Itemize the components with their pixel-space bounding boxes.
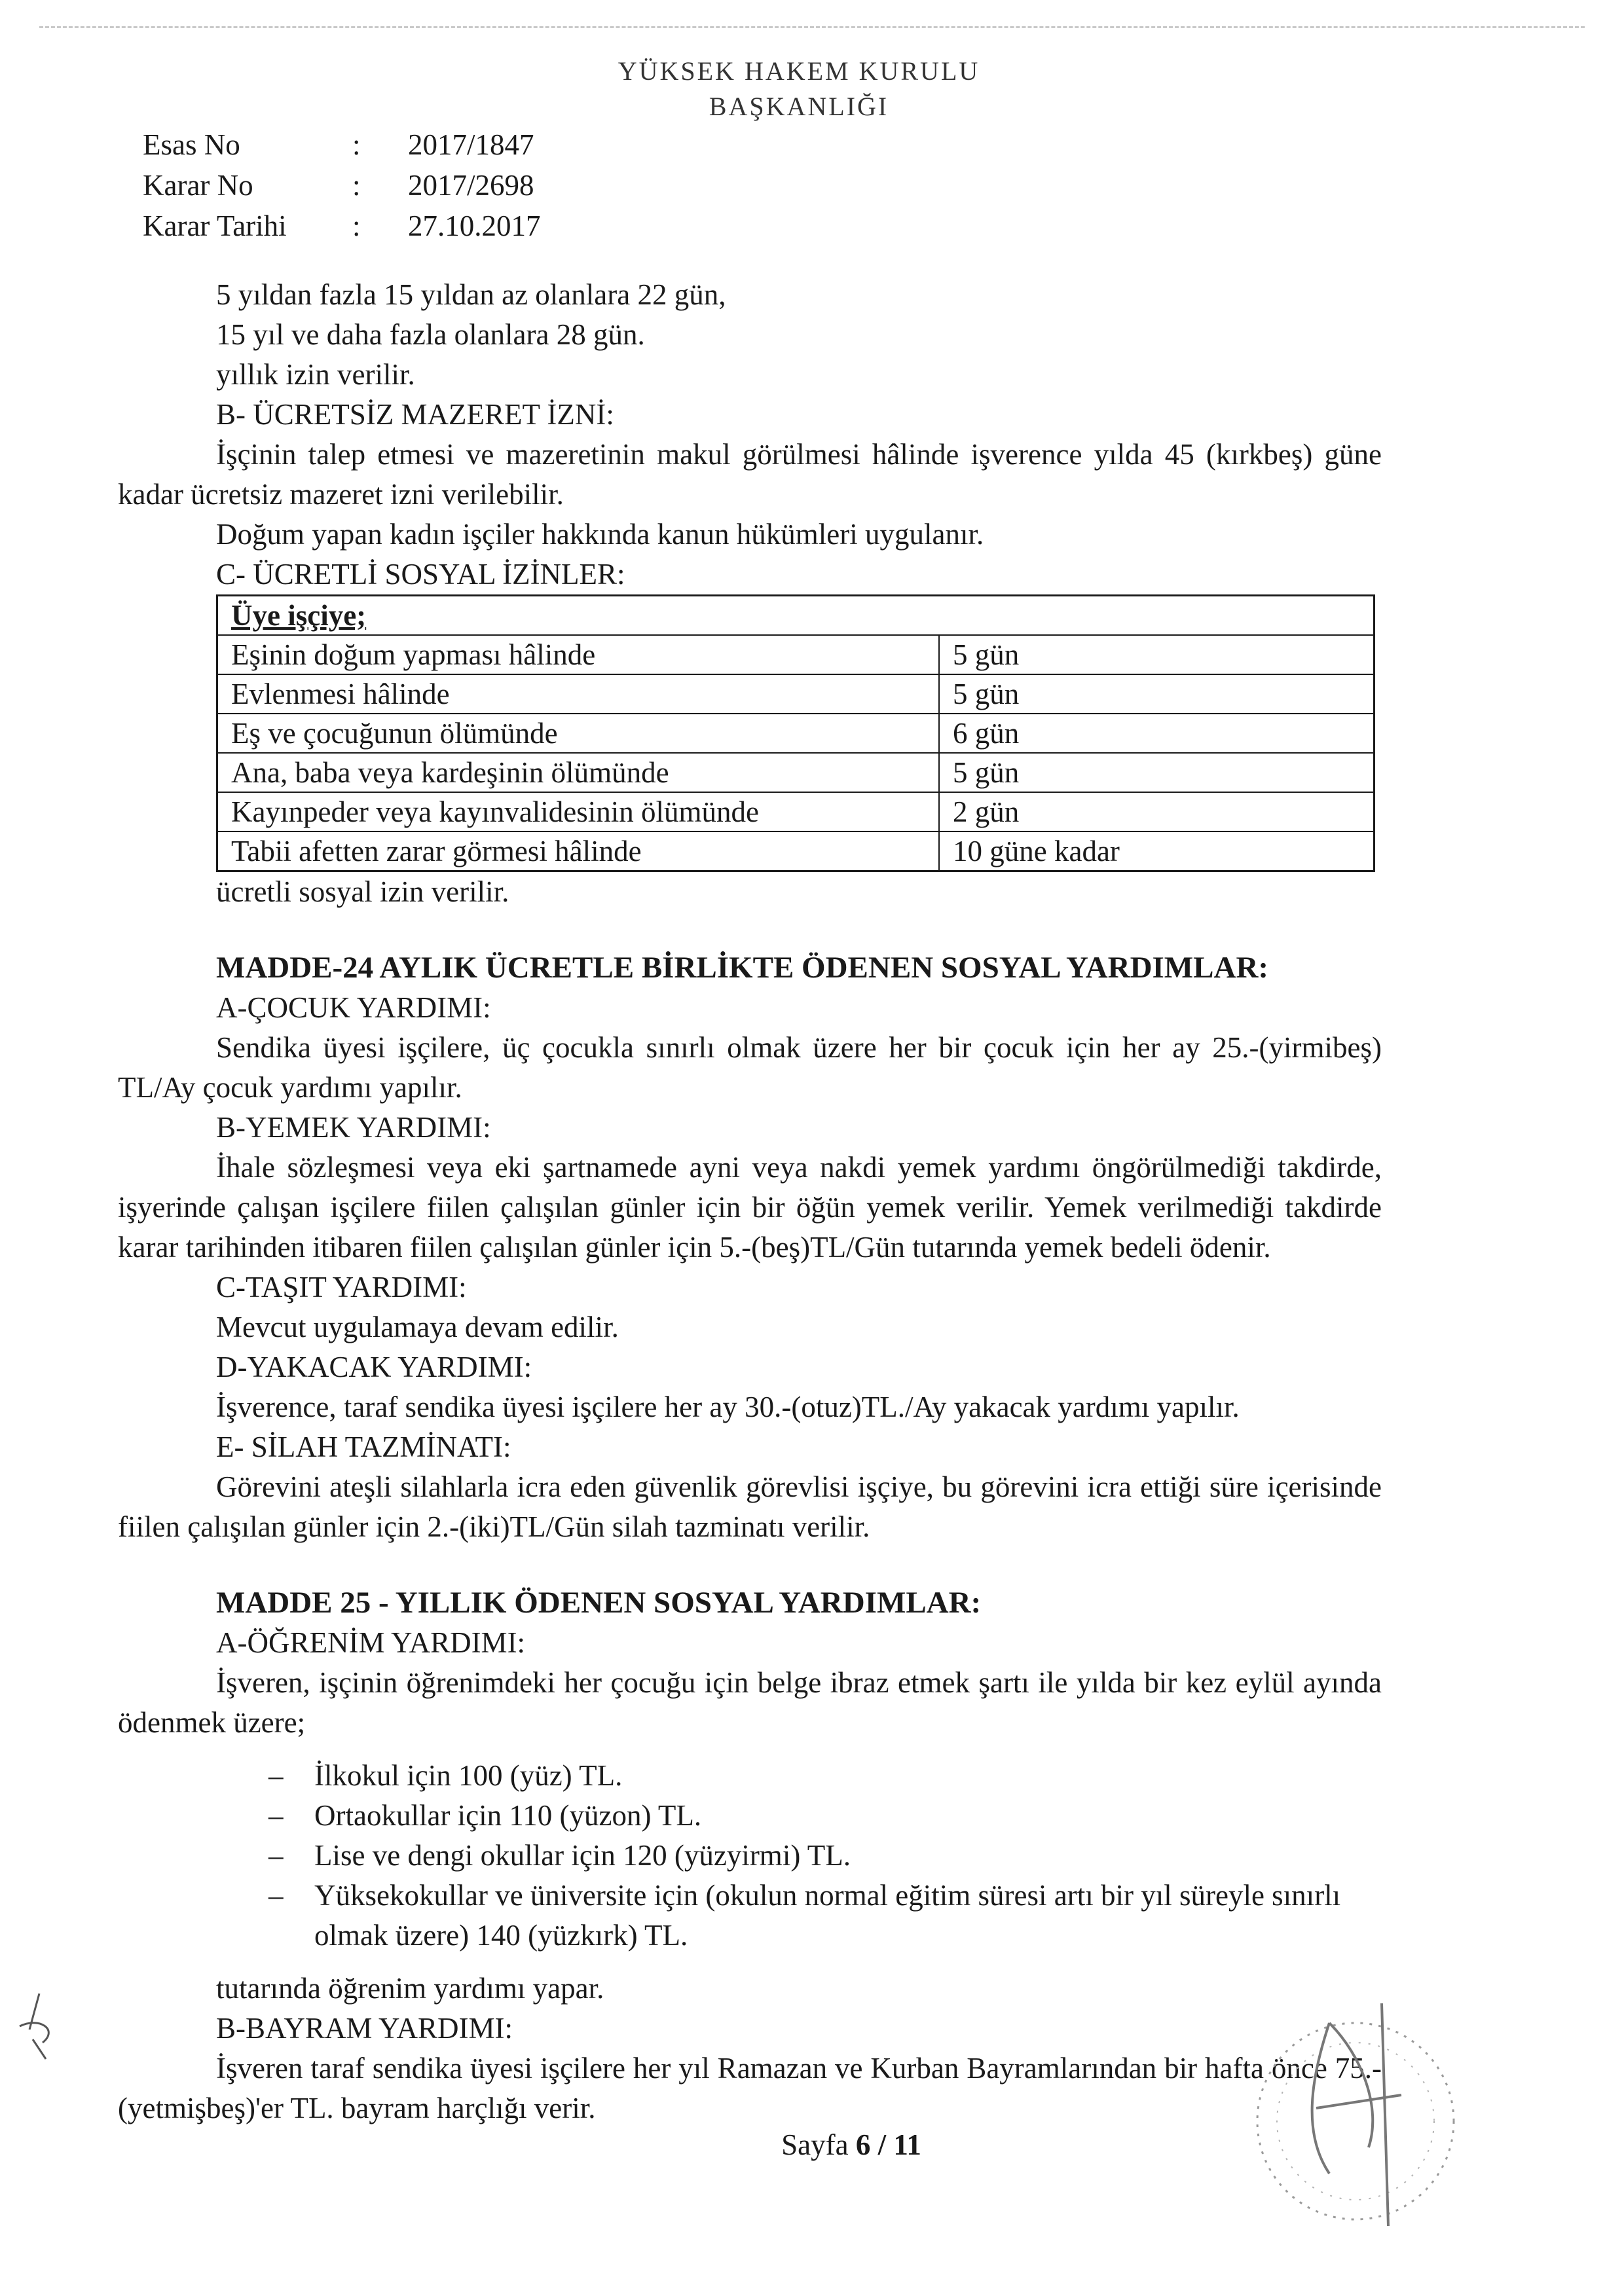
madde-24-b-text: İhale sözleşmesi veya eki şartnamede ayni veya nakdi yemek yardımı öngörülmediği takdirde, işyerinde çalışan işçilere fiilen çalışılan günler için bir öğün yemek verilir. Yemek verilmediği takdirde karar tarihinden itibaren fiilen çalışılan günler için 5.-(beş)TL/Gün tutarında yemek bedeli ödenir. bbox=[118, 1151, 1382, 1264]
signature-stamp-icon bbox=[1231, 1977, 1480, 2252]
madde-25-a-after: tutarında öğrenim yardımı yapar. bbox=[216, 1972, 604, 2005]
page-number-prefix: Sayfa bbox=[781, 2128, 849, 2161]
madde-25-b-title: B-BAYRAM YARDIMI: bbox=[216, 2012, 513, 2045]
table-row: Kayınpeder veya kayınvalidesinin ölümünde 2 gün bbox=[217, 792, 1375, 831]
list-item: – İlkokul için 100 (yüz) TL. bbox=[268, 1759, 623, 1792]
list-item: – Yüksekokullar ve üniversite için (okulun normal eğitim süresi artı bir yıl süreyle sınırlı olmak üzere) 140 (yüzkırk) TL. bbox=[268, 1879, 1341, 1952]
meta-value: 2017/2698 bbox=[408, 169, 534, 202]
intro-line: yıllık izin verilir. bbox=[216, 358, 415, 391]
page-number-value: 6 / 11 bbox=[855, 2128, 921, 2161]
intro-line: 5 yıldan fazla 15 yıldan az olanlara 22 gün, bbox=[216, 278, 726, 311]
table-row: Tabii afetten zarar görmesi hâlinde 10 güne kadar bbox=[217, 831, 1375, 871]
table-row: Eşinin doğum yapması hâlinde 5 gün bbox=[217, 635, 1375, 674]
meta-row: Karar Tarihi : 27.10.2017 bbox=[143, 206, 541, 246]
madde-25-a-text: İşveren, işçinin öğrenimdeki her çocuğu için belge ibraz etmek şartı ile yılda bir kez eylül ayında ödenmek üzere; bbox=[118, 1666, 1382, 1739]
meta-key: Karar No bbox=[143, 169, 253, 202]
madde-25-a-title: A-ÖĞRENİM YARDIMI: bbox=[216, 1626, 526, 1659]
madde-24-a-text: Sendika üyesi işçilere, üç çocukla sınırlı olmak üzere her bir çocuk için her ay 25.-(yirmibeş) TL/Ay çocuk yardımı yapılır. bbox=[118, 1031, 1382, 1104]
meta-value: 27.10.2017 bbox=[408, 210, 541, 242]
table-row: Ana, baba veya kardeşinin ölümünde 5 gün bbox=[217, 753, 1375, 792]
social-leave-table bbox=[216, 594, 1375, 872]
madde-24-e-text: Görevini ateşli silahlarla icra eden güvenlik görevlisi işçiye, bu görevini icra ettiği süre içerisinde fiilen çalışılan günler için 2.-(iki)TL/Gün silah tazminatı verilir. bbox=[118, 1470, 1382, 1543]
madde-24-d-title: D-YAKACAK YARDIMI: bbox=[216, 1351, 532, 1383]
meta-value: 2017/1847 bbox=[408, 128, 534, 161]
madde-25-title: MADDE 25 - YILLIK ÖDENEN SOSYAL YARDIMLAR: bbox=[216, 1586, 982, 1620]
section-b-paragraph-2: Doğum yapan kadın işçiler hakkında kanun hükümleri uygulanır. bbox=[216, 518, 984, 551]
table-row: Eş ve çocuğunun ölümünde 6 gün bbox=[217, 714, 1375, 753]
header-line-1: YÜKSEK HAKEM KURULU bbox=[618, 56, 980, 86]
madde-24-c-title: C-TAŞIT YARDIMI: bbox=[216, 1271, 467, 1303]
table-header: Üye işçiye; bbox=[217, 596, 1375, 636]
section-c-after: ücretli sosyal izin verilir. bbox=[216, 875, 509, 908]
madde-24-a-title: A-ÇOCUK YARDIMI: bbox=[216, 991, 491, 1024]
meta-key: Karar Tarihi bbox=[143, 210, 287, 242]
madde-24-e-title: E- SİLAH TAZMİNATI: bbox=[216, 1430, 511, 1463]
list-item: – Ortaokullar için 110 (yüzon) TL. bbox=[268, 1799, 702, 1832]
intro-line: 15 yıl ve daha fazla olanlara 28 gün. bbox=[216, 318, 645, 351]
madde-24-d-text: İşverence, taraf sendika üyesi işçilere her ay 30.-(otuz)TL./Ay yakacak yardımı yapılır. bbox=[216, 1391, 1240, 1423]
meta-key: Esas No bbox=[143, 128, 240, 161]
institution-header bbox=[570, 54, 1028, 124]
madde-25-b-text: İşveren taraf sendika üyesi işçilere her yıl Ramazan ve Kurban Bayramlarından bir hafta önce 75.-(yetmişbeş)'er TL. bayram harçlığı verir. bbox=[118, 2052, 1382, 2124]
section-c-title: C- ÜCRETLİ SOSYAL İZİNLER: bbox=[216, 558, 625, 591]
list-item: – Lise ve dengi okullar için 120 (yüzyirmi) TL. bbox=[268, 1839, 851, 1872]
table-row: Evlenmesi hâlinde 5 gün bbox=[217, 674, 1375, 714]
section-b-title: B- ÜCRETSİZ MAZERET İZNİ: bbox=[216, 398, 614, 431]
madde-24-c-text: Mevcut uygulamaya devam edilir. bbox=[216, 1311, 619, 1343]
case-meta bbox=[143, 124, 541, 246]
section-b-paragraph: İşçinin talep etmesi ve mazeretinin makul görülmesi hâlinde işverence yılda 45 (kırkbeş) güne kadar ücretsiz mazeret izni verilebilir. bbox=[118, 438, 1382, 511]
education-aid-list bbox=[118, 1756, 1382, 1956]
margin-initial-icon bbox=[13, 1990, 65, 2062]
header-line-2: BAŞKANLIĞI bbox=[709, 92, 889, 121]
meta-row: Esas No : 2017/1847 bbox=[143, 124, 541, 165]
madde-24-b-title: B-YEMEK YARDIMI: bbox=[216, 1111, 491, 1144]
table-header-row bbox=[217, 596, 1375, 636]
page-number bbox=[720, 2128, 982, 2162]
document-body bbox=[118, 275, 1382, 2128]
top-border bbox=[39, 26, 1585, 28]
madde-24-title: MADDE-24 AYLIK ÜCRETLE BİRLİKTE ÖDENEN SOSYAL YARDIMLAR: bbox=[216, 951, 1269, 985]
meta-row: Karar No : 2017/2698 bbox=[143, 165, 541, 206]
